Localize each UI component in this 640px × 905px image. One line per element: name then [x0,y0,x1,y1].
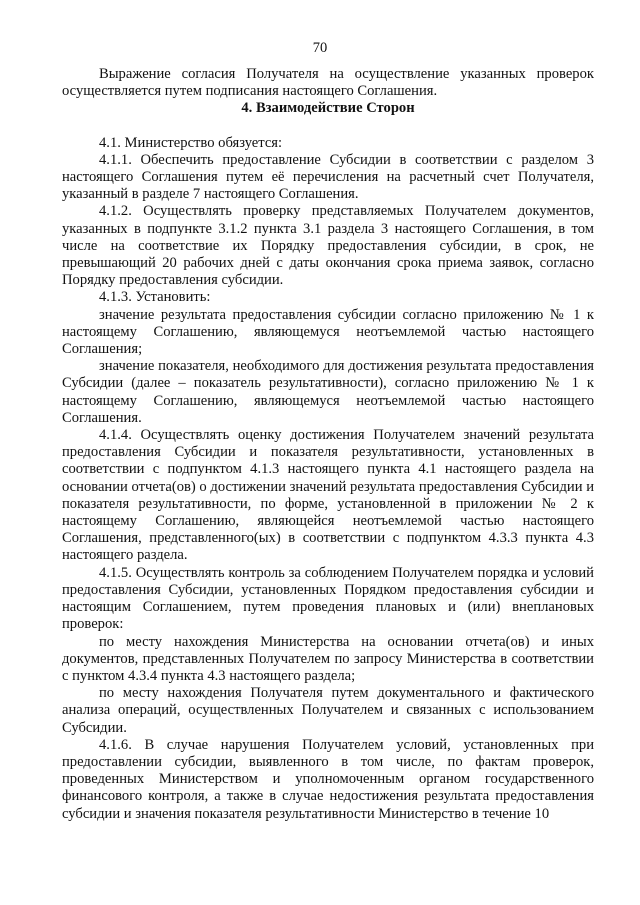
paragraph-4-1-6: 4.1.6. В случае нарушения Получателем условий, установленных при предоставлении субсидии, выявленного в том числе, по фактам проверок, проведенных Министерством и уполномоченным органом государственного финансового контроля, а также в случае недостижения результата предоставления субсидии и значения показателя результативности Министерство в течение 10 [62,736,594,822]
paragraph-ministry-location: по месту нахождения Министерства на основании отчета(ов) и иных документов, представленных Получателем по запросу Министерства в соответствии с пунктом 4.3.4 пункта 4.3 настоящего раздела; [62,633,594,684]
paragraph-4-1-2: 4.1.2. Осуществлять проверку представляемых Получателем документов, указанных в подпункте 3.1.2 пункта 3.1 раздела 3 настоящего Соглашения, в том числе на соответствие их Порядку предоставления субсидии, в срок, не превышающий 20 рабочих дней с даты окончания срока приема заявок, согласно Порядку предоставления субсидии. [62,203,594,289]
paragraph-4-1: 4.1. Министерство обязуется: [99,134,283,151]
paragraph-recipient-location: по месту нахождения Получателя путем документального и фактического анализа операций, осуществленных Получателем и связанных с использованием Субсидии. [62,685,594,736]
document-body [62,66,594,823]
page-number: 70 [312,40,328,56]
section-heading: 4. Взаимодействие Сторон [241,100,415,117]
intro-paragraph: Выражение согласия Получателя на осуществление указанных проверок осуществляется путем подписания настоящего Соглашения. [62,66,594,100]
paragraph-result-value: значение результата предоставления субсидии согласно приложению № 1 к настоящему Соглашению, являющемуся неотъемлемой частью настоящего Соглашения; [62,306,594,358]
paragraph-indicator-value: значение показателя, необходимого для достижения результата предоставления Субсидии (далее – показатель результативности), согласно приложению № 1 к настоящему Соглашению, являющемуся неотъемлемой частью настоящего Соглашения. [62,358,594,426]
paragraph-4-1-5: 4.1.5. Осуществлять контроль за соблюдением Получателем порядка и условий предоставления Субсидии, установленных Порядком предоставления субсидии и настоящим Соглашением, путем проведения плановых и (или) внеплановых проверок: [62,564,594,633]
paragraph-4-1-3: 4.1.3. Установить: [99,289,211,306]
paragraph-4-1-1: 4.1.1. Обеспечить предоставление Субсидии в соответствии с разделом 3 настоящего Соглашения путем её перечисления на расчетный счет Получателя, указанный в разделе 7 настоящего Соглашения. [62,151,594,203]
paragraph-4-1-4: 4.1.4. Осуществлять оценку достижения Получателем значений результата предоставления Субсидии и показателя результативности, установленных в соответствии с подпунктом 4.1.3 настоящего пункта 4.1 настоящего раздела на основании отчета(ов) о достижении значений результата предоставления Субсидии и показателя результативности, по форме, установленной в приложении № 2 к настоящему Соглашению, являющейся неотъемлемой частью настоящего Соглашения, представленного(ых) в соответствии с подпунктом 4.3.3 пункта 4.3 настоящего раздела. [62,427,594,564]
